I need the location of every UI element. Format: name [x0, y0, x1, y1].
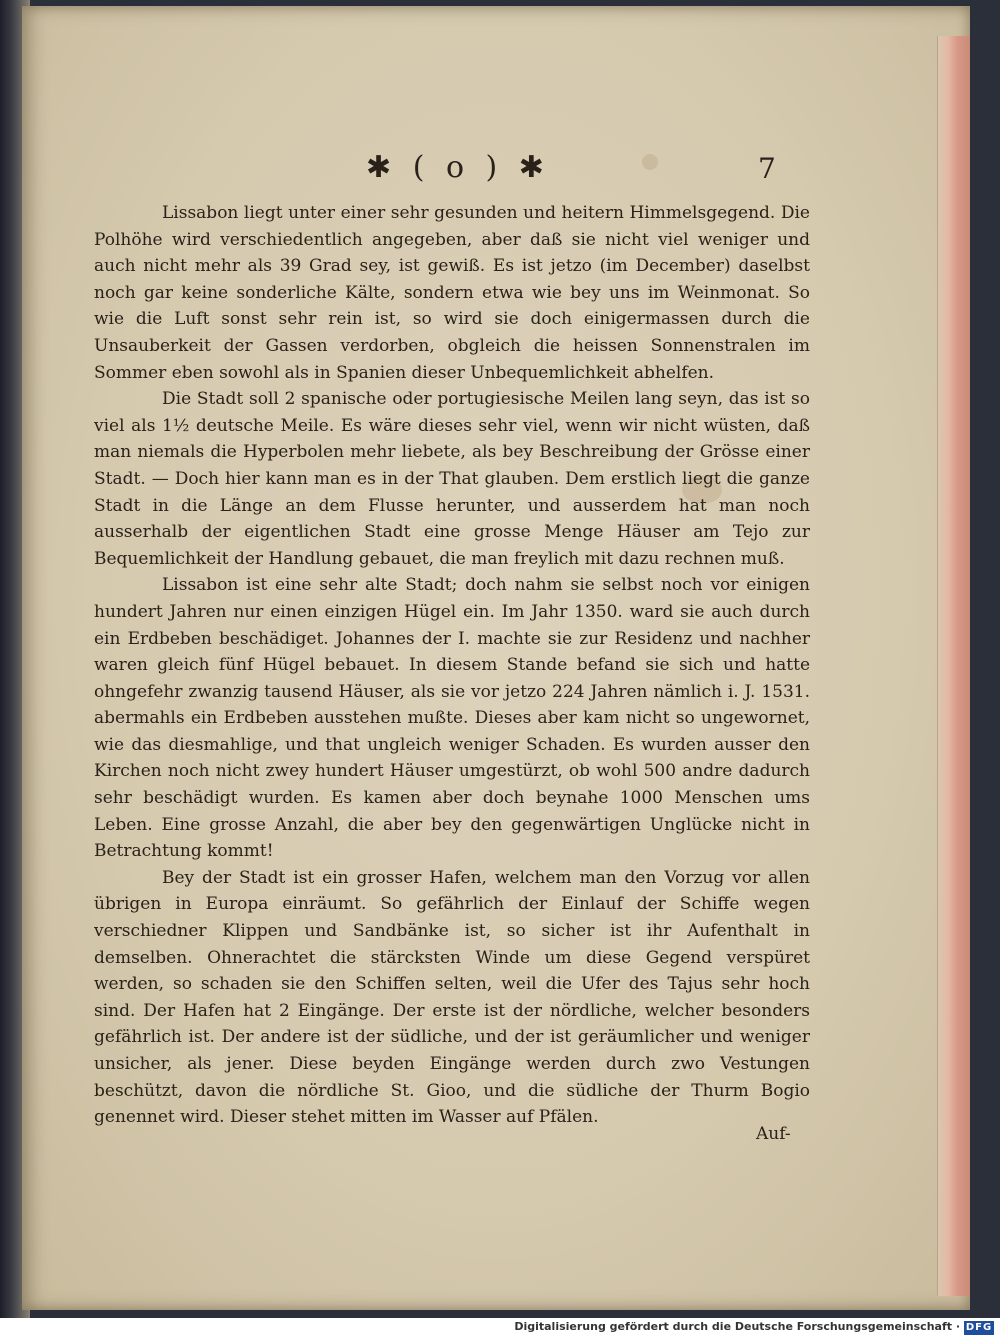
page-edge — [937, 36, 970, 1296]
footer-credit: Digitalisierung gefördert durch die Deutsche Forschungsgemeinschaft · — [514, 1320, 960, 1333]
catchword: Auf- — [756, 1124, 791, 1144]
dfg-logo: DFG — [965, 1322, 993, 1333]
header-ornament: ✱ ( o ) ✱ — [366, 150, 550, 185]
page-number: 7 — [758, 152, 776, 185]
paragraph: Die Stadt soll 2 spanische oder portugiesische Meilen lang seyn, das ist so viel als 1½ deutsche Meile. Es wäre dieses sehr viel, wenn wir nicht wüsten, daß man niemals die Hyperbolen mehr liebete, als bey Beschreibung der Grösse einer Stadt. — Doch hier kann man es in der That glauben. Dem erstlich liegt die ganze Stadt in die Länge an dem Flusse herunter, und ausserdem hat man noch ausserhalb der eigentlichen Stadt eine grosse Menge Häuser am Tejo zur Bequemlichkeit der Handlung gebauet, die man freylich mit dazu rechnen muß. — [94, 389, 810, 569]
paragraph: Lissabon liegt unter einer sehr gesunden und heitern Himmelsgegend. Die Polhöhe wird verschiedentlich angegeben, aber daß sie nicht viel weniger und auch nicht mehr als 39 Grad sey, ist gewiß. Es ist jetzo (im December) daselbst noch gar keine sonderliche Kälte, sondern etwa wie bey uns im Weinmonat. So wie die Luft sonst sehr rein ist, so wird sie doch einigermassen durch die Unsauberkeit der Gassen verdorben, obgleich die heissen Sonnenstralen im Sommer eben sowohl als in Spanien dieser Unbequemlichkeit abhelfen. — [94, 203, 810, 383]
footer-bar — [0, 1318, 1000, 1338]
paper-stain — [642, 154, 658, 170]
paragraph: Bey der Stadt ist ein grosser Hafen, welchem man den Vorzug vor allen übrigen in Europa einräumt. So gefährlich der Einlauf der Schiffe wegen verschiedner Klippen und Sandbänke ist, so sicher ist ihr Aufenthalt in demselben. Ohnerachtet die stärcksten Winde um diese Gegend verspüret werden, so schaden sie den Schiffen selten, weil die Ufer des Tajus sehr hoch sind. Der Hafen hat 2 Eingänge. Der erste ist der nördliche, welcher besonders gefährlich ist. Der andere ist der südliche, und der ist geräumlicher und weniger unsicher, als jener. Diese beyden Eingänge werden durch zwo Vestungen beschützt, davon die nördliche St. Gioo, und die südliche der Thurm Bogio genennet wird. Dieser stehet mitten im Wasser auf Pfälen. — [94, 867, 810, 1128]
body-text — [94, 200, 810, 1131]
paragraph: Lissabon ist eine sehr alte Stadt; doch nahm sie selbst noch vor einigen hundert Jahren nur einen einzigen Hügel ein. Im Jahr 1350. ward sie auch durch ein Erdbeben beschädiget. Johannes der I. machte sie zur Residenz und nachher waren gleich fünf Hügel bebauet. In diesem Stande befand sie sich und hatte ohngefehr zwanzig tausend Häuser, als sie vor jetzo 224 Jahren nämlich i. J. 1531. abermahls ein Erdbeben ausstehen mußte. Dieses aber kam nicht so ungewornet, wie das diesmahlige, und that ungleich weniger Schaden. Es wurden ausser den Kirchen noch nicht zwey hundert Häuser umgestürzt, ob wohl 500 andre dadurch sehr beschädigt wurden. Es kamen aber doch beynahe 1000 Menschen ums Leben. Eine grosse Anzahl, die aber bey den gegenwärtigen Unglücke nicht in Betrachtung kommt! — [94, 575, 810, 862]
